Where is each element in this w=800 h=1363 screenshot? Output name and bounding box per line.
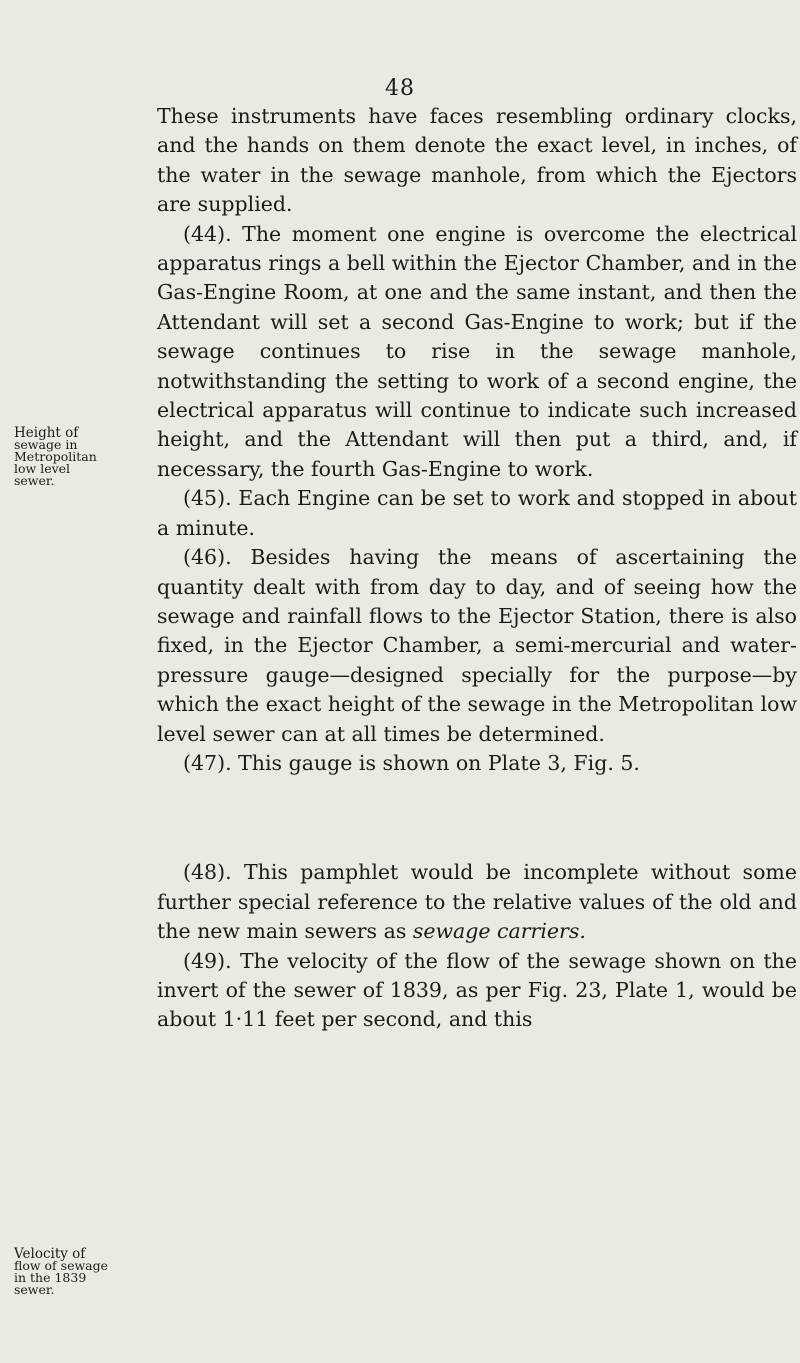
margin-note-line: sewer. <box>14 473 55 488</box>
page-number: 48 <box>385 76 415 101</box>
margin-note-height-of-sewage <box>14 427 132 487</box>
body-text <box>157 102 797 1035</box>
margin-note-line: Metropolitan <box>14 449 97 464</box>
paragraph-48-text: (48). This pamphlet would be incomplete without some further special reference to the relative values of the old and the new main sewers as <box>157 860 797 944</box>
margin-note-line: in the 1839 <box>14 1270 87 1285</box>
paragraph-46: (46). Besides having the means of ascertaining the quantity dealt with from day to day, and of seeing how the sewage and rainfall flows to the Ejector Station, there is also fixed, in the Ejector Chamber, a semi-mercurial and water-pressure gauge—designed specially for the purpose—by which the exact height of the sewage in the Metropolitan low level sewer can at all times be determined. <box>157 545 797 746</box>
margin-note-line: low level <box>14 461 71 476</box>
paragraph-instruments: These instruments have faces resembling ordinary clocks, and the hands on them denote the exact level, in inches, of the water in the sewage manhole, from which the Ejectors are supplied. <box>157 104 797 217</box>
paragraph-48-italic: sewage carriers. <box>412 919 586 944</box>
paragraph-47: (47). This gauge is shown on Plate 3, Fig. 5. <box>183 750 640 775</box>
margin-note-line: sewer. <box>14 1282 55 1297</box>
paragraph-44: (44). The moment one engine is overcome the electrical apparatus rings a bell within the Ejector Chamber, and in the Gas-Engine Room, at one and the same instant, and then the Attendant will set a second Gas-Engine to work; but if the sewage continues to rise in the sewage manhole, notwithstanding the setting to work of a second engine, the electrical apparatus will continue to indicate such increased height, and the Attendant will then put a third, and, if necessary, the fourth Gas-Engine to work. <box>157 221 797 481</box>
margin-note-velocity-of-flow <box>14 1248 132 1296</box>
section-gap <box>157 778 797 858</box>
margin-note-line: flow of sewage <box>14 1258 109 1273</box>
paragraph-48 <box>157 858 797 946</box>
margin-note-line: sewage in <box>14 437 78 452</box>
margin-note-line: Velocity of <box>14 1246 86 1262</box>
paragraph-49: (49). The velocity of the flow of the sewage shown on the invert of the sewer of 1839, as per Fig. 23, Plate 1, would be about 1·11 feet per second, and this <box>157 948 797 1032</box>
margin-note-line: Height of <box>14 425 79 441</box>
paragraph-45: (45). Each Engine can be set to work and stopped in about a minute. <box>157 486 797 540</box>
